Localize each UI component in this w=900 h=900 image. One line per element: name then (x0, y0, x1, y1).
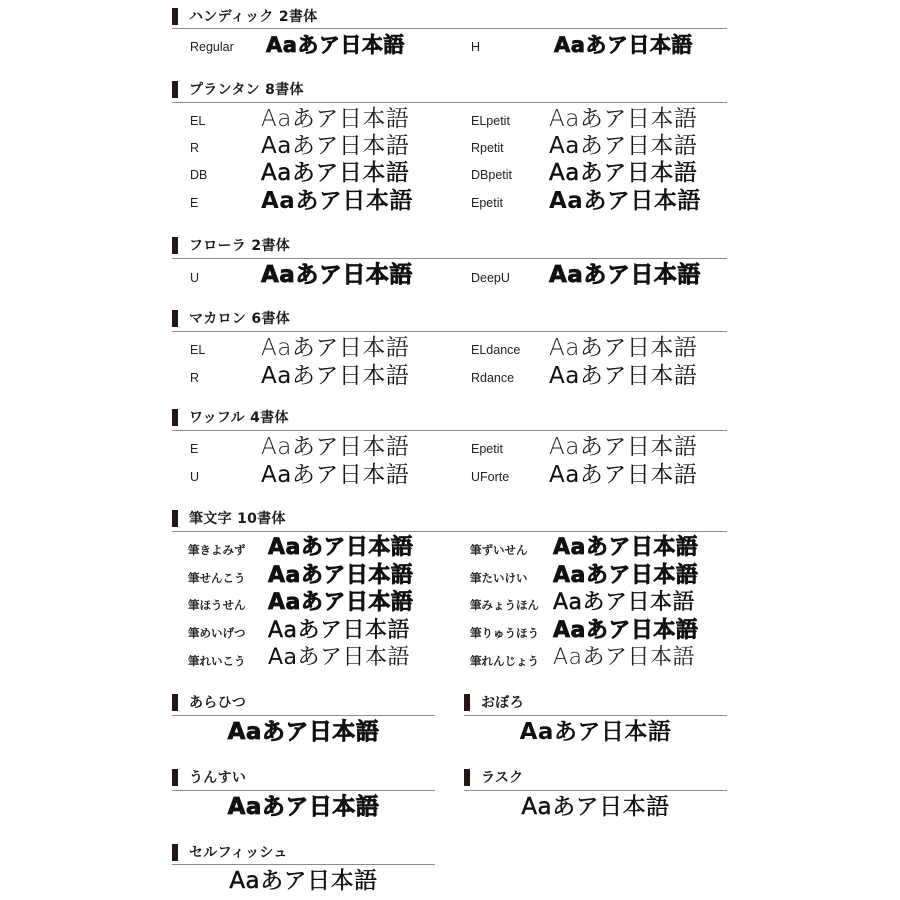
section-bar-icon (172, 844, 178, 861)
font-label: ELdance (471, 343, 521, 357)
font-sample: Aaあア日本語 (261, 160, 410, 186)
section-title: おぼろ (481, 695, 524, 711)
font-label: 筆ほうせん (188, 598, 246, 612)
font-sample: Aaあア日本語 (268, 618, 411, 643)
font-sample: Aaあア日本語 (553, 590, 696, 615)
font-label: Epetit (471, 442, 503, 456)
font-label: Rdance (471, 371, 515, 385)
section-bar-icon (172, 409, 178, 426)
font-sample: Aaあア日本語 (553, 645, 696, 670)
font-sample: Aaあア日本語 (261, 106, 410, 132)
font-sample: Aaあア日本語 (268, 645, 411, 670)
font-sample: Aaあア日本語 (261, 434, 410, 460)
section-title: ラスク (481, 770, 524, 786)
font-label: 筆せんこう (188, 571, 246, 585)
font-sample: Aaあア日本語 (549, 363, 698, 389)
font-label: R (190, 141, 200, 155)
font-sample: Aaあア日本語 (266, 33, 405, 57)
section-divider (172, 715, 435, 716)
font-sample: Aaあア日本語 (261, 188, 413, 214)
font-sample: Aaあア日本語 (553, 535, 699, 560)
font-label: 筆りゅうほう (470, 626, 539, 640)
section-header-fude (172, 509, 286, 527)
font-sample: Aaあア日本語 (261, 363, 410, 389)
font-sample: Aaあア日本語 (549, 335, 698, 361)
font-label: Rpetit (471, 141, 504, 155)
section-bar-icon (172, 81, 178, 98)
section-header-flora (172, 236, 290, 254)
section-title: セルフィッシュ (189, 845, 288, 861)
font-sample: Aaあア日本語 (229, 868, 378, 894)
font-label: DeepU (471, 271, 510, 285)
section-title: マカロン 6書体 (189, 311, 291, 327)
font-label: DB (190, 168, 208, 182)
section-bar-icon (172, 237, 178, 254)
font-sample: Aaあア日本語 (261, 262, 413, 288)
font-label: H (471, 40, 481, 54)
section-bar-icon (464, 694, 470, 711)
font-label: 筆きよみず (188, 543, 246, 557)
font-sample: Aaあア日本語 (521, 794, 670, 820)
font-label: EL (190, 114, 206, 128)
section-title: あらひつ (189, 695, 247, 711)
section-bar-icon (172, 769, 178, 786)
font-label: Regular (190, 40, 234, 54)
section-divider (172, 331, 727, 332)
font-label: 筆めいげつ (188, 626, 246, 640)
section-header-rusk (464, 768, 523, 786)
section-divider (464, 790, 727, 791)
section-bar-icon (172, 310, 178, 327)
font-label: E (190, 442, 199, 456)
section-divider (172, 864, 435, 865)
font-label: U (190, 271, 200, 285)
section-bar-icon (464, 769, 470, 786)
font-label: EL (190, 343, 206, 357)
section-header-printemps (172, 80, 304, 98)
font-sample: Aaあア日本語 (549, 106, 698, 132)
section-header-macaron (172, 309, 290, 327)
font-sample: Aaあア日本語 (261, 335, 410, 361)
section-divider (172, 28, 727, 29)
section-divider (172, 430, 727, 431)
font-sample: Aaあア日本語 (261, 133, 410, 159)
section-title: フローラ 2書体 (189, 238, 291, 254)
font-label: DBpetit (471, 168, 512, 182)
font-sample: Aaあア日本語 (227, 794, 380, 820)
font-label: E (190, 196, 199, 210)
font-sample: Aaあア日本語 (549, 462, 698, 488)
font-sample: Aaあア日本語 (553, 563, 699, 588)
section-divider (464, 715, 727, 716)
section-header-oboro (464, 693, 524, 711)
font-sample: Aaあア日本語 (268, 535, 414, 560)
section-title: ハンディック 2書体 (189, 9, 318, 25)
font-label: R (190, 371, 200, 385)
section-divider (172, 258, 727, 259)
font-sample: Aaあア日本語 (261, 462, 410, 488)
font-sample: Aaあア日本語 (549, 434, 698, 460)
font-sample: Aaあア日本語 (268, 563, 414, 588)
font-sample: Aaあア日本語 (549, 262, 701, 288)
section-header-arahitsu (172, 693, 246, 711)
section-title: うんすい (189, 770, 247, 786)
font-sample: Aaあア日本語 (553, 618, 699, 643)
section-bar-icon (172, 694, 178, 711)
font-label: ELpetit (471, 114, 510, 128)
font-label: 筆れいこう (188, 654, 246, 668)
section-divider (172, 102, 727, 103)
section-title: プランタン 8書体 (189, 82, 304, 98)
font-label: U (190, 470, 200, 484)
font-label: 筆たいけい (470, 571, 528, 585)
font-label: 筆みょうほん (470, 598, 539, 612)
section-header-waffle (172, 408, 289, 426)
section-bar-icon (172, 8, 178, 25)
section-header-unsui (172, 768, 246, 786)
section-header-handick (172, 7, 318, 25)
section-bar-icon (172, 510, 178, 527)
section-divider (172, 790, 435, 791)
font-sample: Aaあア日本語 (554, 33, 693, 57)
font-label: UForte (471, 470, 510, 484)
font-sample: Aaあア日本語 (549, 160, 698, 186)
font-label: 筆ずいせん (470, 543, 528, 557)
section-title: 筆文字 10書体 (189, 511, 286, 527)
section-header-selfish (172, 843, 288, 861)
font-label: 筆れんじょう (470, 654, 539, 668)
section-divider (172, 531, 727, 532)
font-label: Epetit (471, 196, 503, 210)
font-sample: Aaあア日本語 (549, 133, 698, 159)
section-title: ワッフル 4書体 (189, 410, 289, 426)
font-sample: Aaあア日本語 (549, 188, 701, 214)
font-sample: Aaあア日本語 (268, 590, 414, 615)
font-sample: Aaあア日本語 (227, 719, 380, 745)
font-sample: Aaあア日本語 (519, 719, 672, 745)
